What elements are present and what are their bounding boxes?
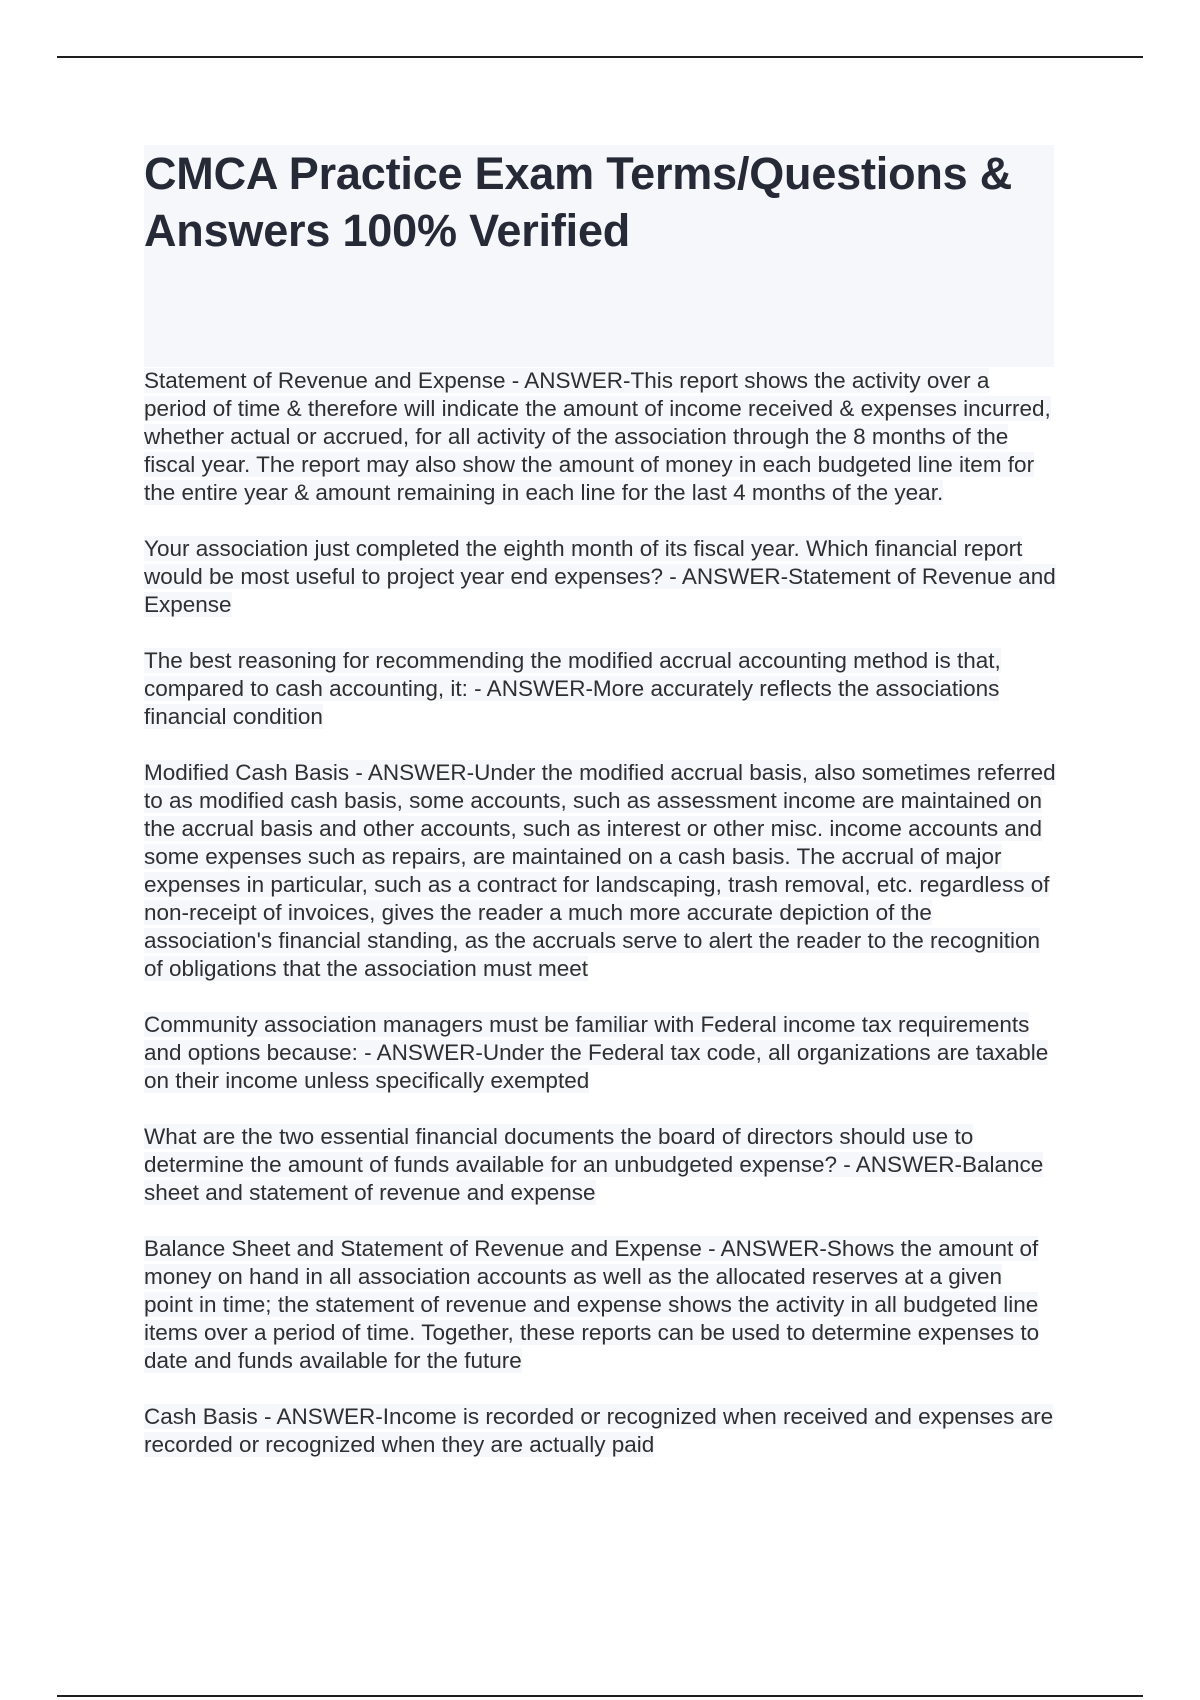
title-block xyxy=(144,145,1054,367)
bottom-divider xyxy=(57,1695,1143,1697)
qa-item-text: Modified Cash Basis - ANSWER-Under the modified accrual basis, also sometimes referred to as modified cash basis, some accounts, such as assessment income are maintained on the accrual basis and other accounts, such as interest or other misc. income accounts and some expenses such as repairs, are maintained on a cash basis. The accrual of major expenses in particular, such as a contract for landscaping, trash removal, etc. regardless of non-receipt of invoices, gives the reader a much more accurate depiction of the association's financial standing, as the accruals serve to alert the reader to the recognition of obligations that the association must meet xyxy=(144,760,1056,981)
top-divider xyxy=(57,56,1143,58)
qa-item xyxy=(144,1011,1056,1095)
qa-item xyxy=(144,367,1056,507)
qa-item-text: Statement of Revenue and Expense - ANSWER-This report shows the activity over a period of time & therefore will indicate the amount of income received & expenses incurred, whether actual or accrued, for all activity of the association through the 8 months of the fiscal year. The report may also show the amount of money in each budgeted line item for the entire year & amount remaining in each line for the last 4 months of the year. xyxy=(144,368,1051,505)
qa-item xyxy=(144,1235,1056,1375)
qa-list xyxy=(144,367,1056,1487)
qa-item-text: What are the two essential financial documents the board of directors should use to determine the amount of funds available for an unbudgeted expense? - ANSWER-Balance sheet and statement of revenue and expense xyxy=(144,1124,1044,1205)
qa-item-text: Your association just completed the eighth month of its fiscal year. Which financial report would be most useful to project year end expenses? - ANSWER-Statement of Revenue and Expense xyxy=(144,536,1056,617)
page-title: CMCA Practice Exam Terms/Questions & Answers 100% Verified xyxy=(144,148,1013,256)
qa-item xyxy=(144,647,1056,731)
qa-item xyxy=(144,1403,1056,1459)
qa-item xyxy=(144,1123,1056,1207)
qa-item-text: The best reasoning for recommending the modified accrual accounting method is that, compared to cash accounting, it: - ANSWER-More accurately reflects the associations financial condition xyxy=(144,648,1001,729)
qa-item-text: Cash Basis - ANSWER-Income is recorded or recognized when received and expenses are recorded or recognized when they are actually paid xyxy=(144,1404,1054,1457)
qa-item-text: Balance Sheet and Statement of Revenue and Expense - ANSWER-Shows the amount of money on hand in all association accounts as well as the allocated reserves at a given point in time; the statement of revenue and expense shows the activity in all budgeted line items over a period of time. Together, these reports can be used to determine expenses to date and funds available for the future xyxy=(144,1236,1040,1373)
qa-item xyxy=(144,759,1056,983)
qa-item xyxy=(144,535,1056,619)
qa-item-text: Community association managers must be familiar with Federal income tax requirements and options because: - ANSWER-Under the Federal tax code, all organizations are taxable on their income unless specifically exempted xyxy=(144,1012,1049,1093)
